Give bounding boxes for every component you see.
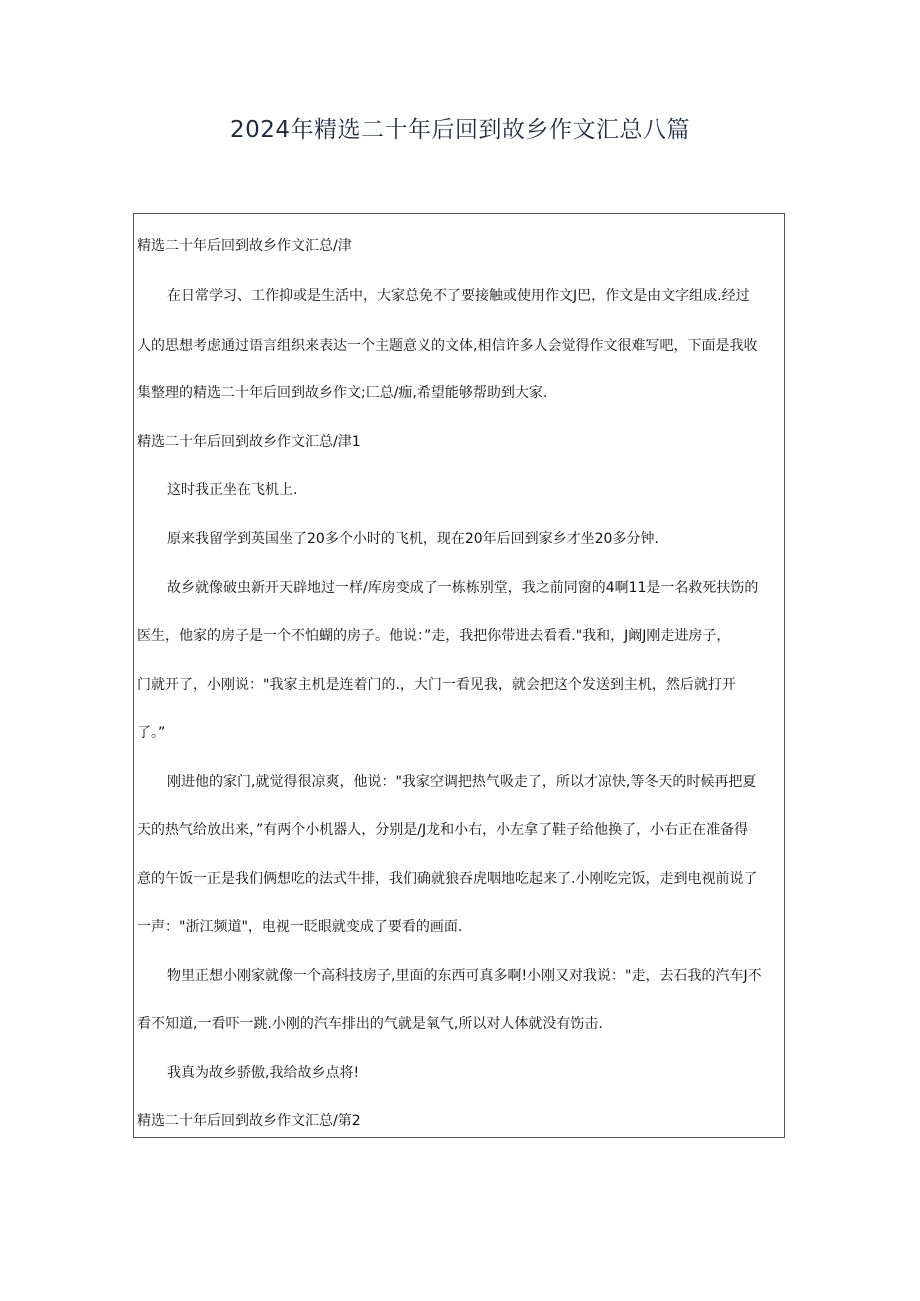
- paragraph-line: 集整理的精选二十年后回到故乡作文;匚总/痂,希望能够帮助到大家.: [137, 385, 548, 401]
- section-heading: 精选二十年后回到故乡作文汇总/第2: [137, 1113, 361, 1129]
- paragraph-line: 医生，他家的房子是一个不怕蝴的房子。他说：”走，我把你带进去看看."我和，J阚J刚走进房子，: [137, 628, 731, 644]
- paragraph-line: 这时我正坐在飞机上.: [167, 482, 298, 498]
- paragraph-line: 我真为故乡骄傲,我给故乡点将!: [167, 1065, 360, 1081]
- paragraph-line: 天的热气给放出来，”有两个小机器人，分别是/J龙和小右，小左拿了鞋子给他换了，小右正在准备得: [137, 822, 749, 838]
- paragraph-line: 人的思想考虑通过语言组织来表达一个主题意义的文体,相信许多人会觉得作文很难写吧，下面是我收: [137, 338, 758, 354]
- paragraph-line: 物里正想小刚家就像一个高科技房子,里面的东西可真多啊!小刚又对我说："走，去石我的汽车J不: [167, 968, 762, 984]
- paragraph-line: 在日常学习、工作抑或是生活中，大家总免不了要接触或使用作文J巴，作文是由文字组成.经过: [167, 288, 750, 304]
- content-frame: [133, 213, 785, 1138]
- document-title: 2024年精选二十年后回到故乡作文汇总八篇: [229, 117, 691, 143]
- paragraph-line: 意的午饭一正是我们俩想吃的法式牛排，我们确就狼吞虎咽地吃起来了.小刚吃完饭，走到电视前说了: [137, 871, 758, 887]
- section-heading: 精选二十年后回到故乡作文汇总/津1: [137, 434, 361, 450]
- paragraph-line: 门就开了，小刚说："我家主机是连着门的.，大门一看见我，就会把这个发送到主机，然后就打开: [137, 677, 736, 693]
- paragraph-line: 一声："浙江频道"，电视一眨眼就变成了要看的画面.: [137, 919, 463, 935]
- section-heading: 精选二十年后回到故乡作文汇总/津: [137, 238, 352, 254]
- paragraph-line: 了。”: [137, 725, 166, 741]
- paragraph-line: 刚进他的家门,就觉得很凉爽，他说："我家空调把热气吸走了，所以才凉快,等冬天的时候再把夏: [167, 774, 757, 790]
- paragraph-line: 故乡就像破虫新开天辟地过一样/库房变成了一栋栋别堂，我之前同窗的4啊11是一名救死扶饬的: [167, 580, 759, 596]
- paragraph-line: 看不知道,一看吓一跳.小刚的汽车排出的气就是氧气,所以对人体就没有饬击.: [137, 1016, 603, 1032]
- paragraph-line: 原来我留学到英国坐了20多个小时的飞机，现在20年后回到家乡才坐20多分钟.: [167, 531, 659, 547]
